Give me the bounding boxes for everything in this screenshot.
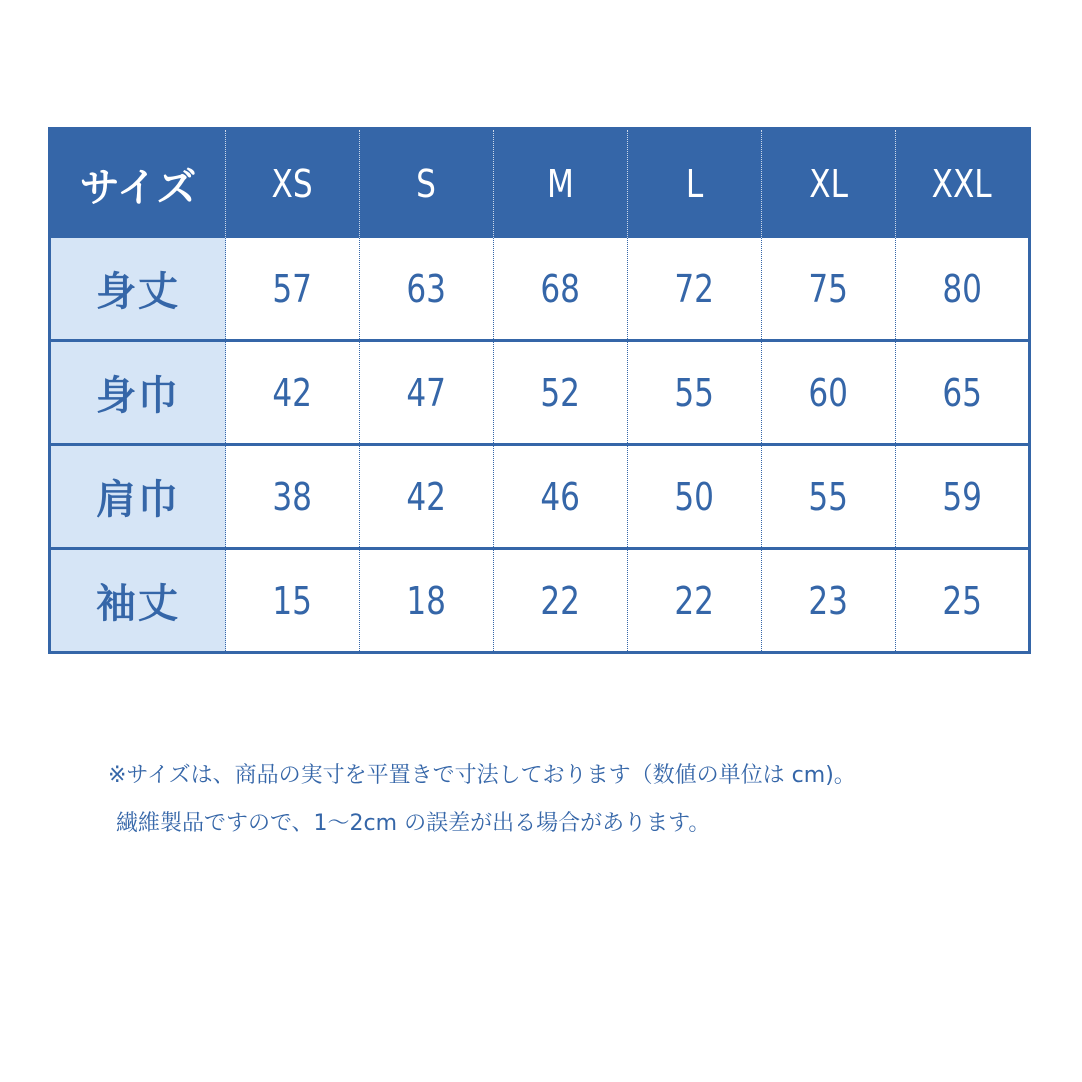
table-cell: 50 (628, 445, 762, 549)
table-cell: 59 (896, 445, 1030, 549)
table-cell: 80 (896, 238, 1030, 341)
header-size-s: S (360, 129, 494, 239)
row-label-body-length: 身丈 (50, 238, 226, 341)
table-cell: 22 (494, 549, 628, 653)
header-size-m: M (494, 129, 628, 239)
header-row (50, 129, 1030, 239)
table-cell: 57 (226, 238, 360, 341)
table-cell: 68 (494, 238, 628, 341)
table-cell: 55 (762, 445, 896, 549)
table-row-body-length (50, 238, 1030, 341)
note-line-measurement: ※サイズは、商品の実寸を平置きで寸法しております（数値の単位は cm)。 (108, 763, 856, 788)
table-cell: 63 (360, 238, 494, 341)
table-cell: 47 (360, 341, 494, 445)
table-row-sleeve-length (50, 549, 1030, 653)
table-cell: 60 (762, 341, 896, 445)
table-cell: 65 (896, 341, 1030, 445)
table-cell: 15 (226, 549, 360, 653)
table-cell: 38 (226, 445, 360, 549)
header-size-xxl: XXL (896, 129, 1030, 239)
note-line-tolerance: 繊維製品ですので、1～2cm の誤差が出る場合があります。 (116, 811, 711, 836)
header-size-xl: XL (762, 129, 896, 239)
row-label-sleeve-length: 袖丈 (50, 549, 226, 653)
table-cell: 55 (628, 341, 762, 445)
header-size-xs: XS (226, 129, 360, 239)
size-chart-table (48, 127, 1031, 654)
row-label-body-width: 身巾 (50, 341, 226, 445)
table-cell: 42 (226, 341, 360, 445)
table-cell: 42 (360, 445, 494, 549)
table-cell: 23 (762, 549, 896, 653)
table-cell: 52 (494, 341, 628, 445)
table-row-body-width (50, 341, 1030, 445)
table-cell: 18 (360, 549, 494, 653)
table-cell: 72 (628, 238, 762, 341)
table-cell: 25 (896, 549, 1030, 653)
header-label-size: サイズ (50, 129, 226, 239)
table-cell: 22 (628, 549, 762, 653)
table-cell: 46 (494, 445, 628, 549)
row-label-shoulder-width: 肩巾 (50, 445, 226, 549)
header-size-l: L (628, 129, 762, 239)
table-cell: 75 (762, 238, 896, 341)
measurement-notes (108, 752, 1048, 848)
table-row-shoulder-width (50, 445, 1030, 549)
